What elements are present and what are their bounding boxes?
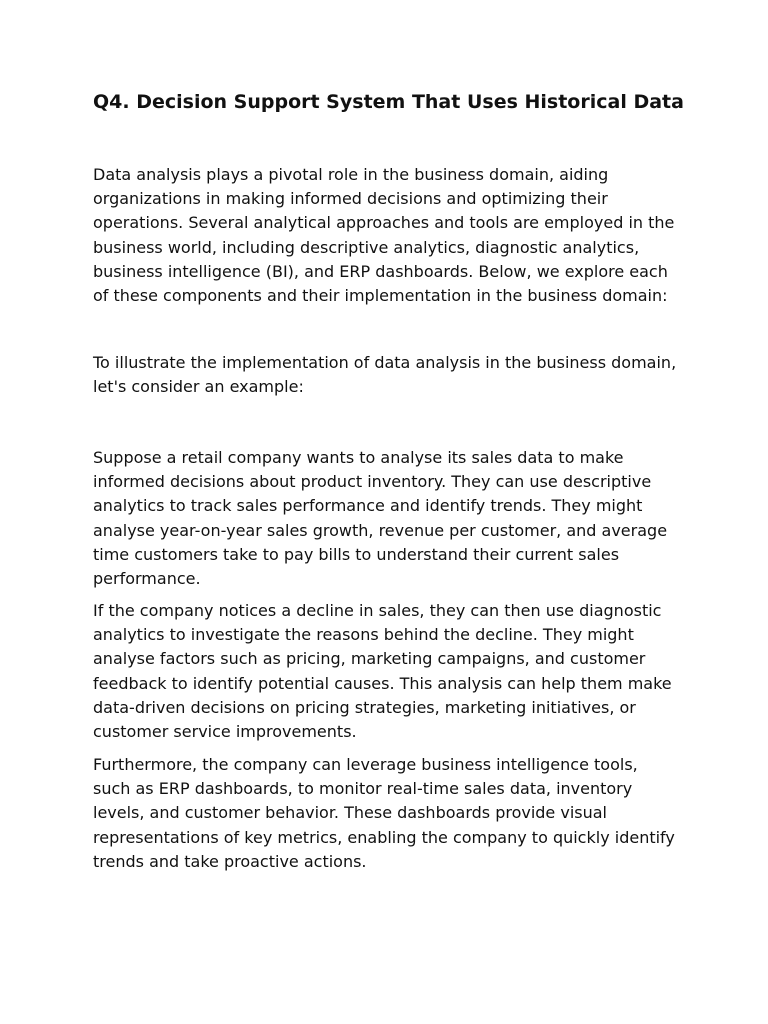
paragraph-business-intelligence: Furthermore, the company can leverage business intelligence tools, such as ERP dashboards, to monitor real-time sales data, inventory levels, and customer behavior. These dashboards provide visual representations of key metrics, enabling the company to quickly identify trends and take proactive actions. [93,755,675,871]
document-heading: Q4. Decision Support System That Uses Historical Data [93,91,684,113]
paragraph-example-intro: To illustrate the implementation of data analysis in the business domain, let's consider an example: [93,353,677,397]
paragraph-descriptive-analytics: Suppose a retail company wants to analyse its sales data to make informed decisions about product inventory. They can use descriptive analytics to track sales performance and identify trends. They might analyse year-on-year sales growth, revenue per customer, and average time customers take to pay bills to understand their current sales performance. [93,448,668,589]
paragraph-diagnostic-analytics: If the company notices a decline in sales, they can then use diagnostic analytics to investigate the reasons behind the decline. They might analyse factors such as pricing, marketing campaigns, and customer feedback to identify potential causes. This analysis can help them make data-driven decisions on pricing strategies, marketing initiatives, or customer service improvements. [93,601,672,742]
paragraph-intro: Data analysis plays a pivotal role in the business domain, aiding organizations in making informed decisions and optimizing their operations. Several analytical approaches and tools are employed in the business world, including descriptive analytics, diagnostic analytics, business intelligence (BI), and ERP dashboards. Below, we explore each of these components and their implementation in the business domain: [93,165,675,306]
